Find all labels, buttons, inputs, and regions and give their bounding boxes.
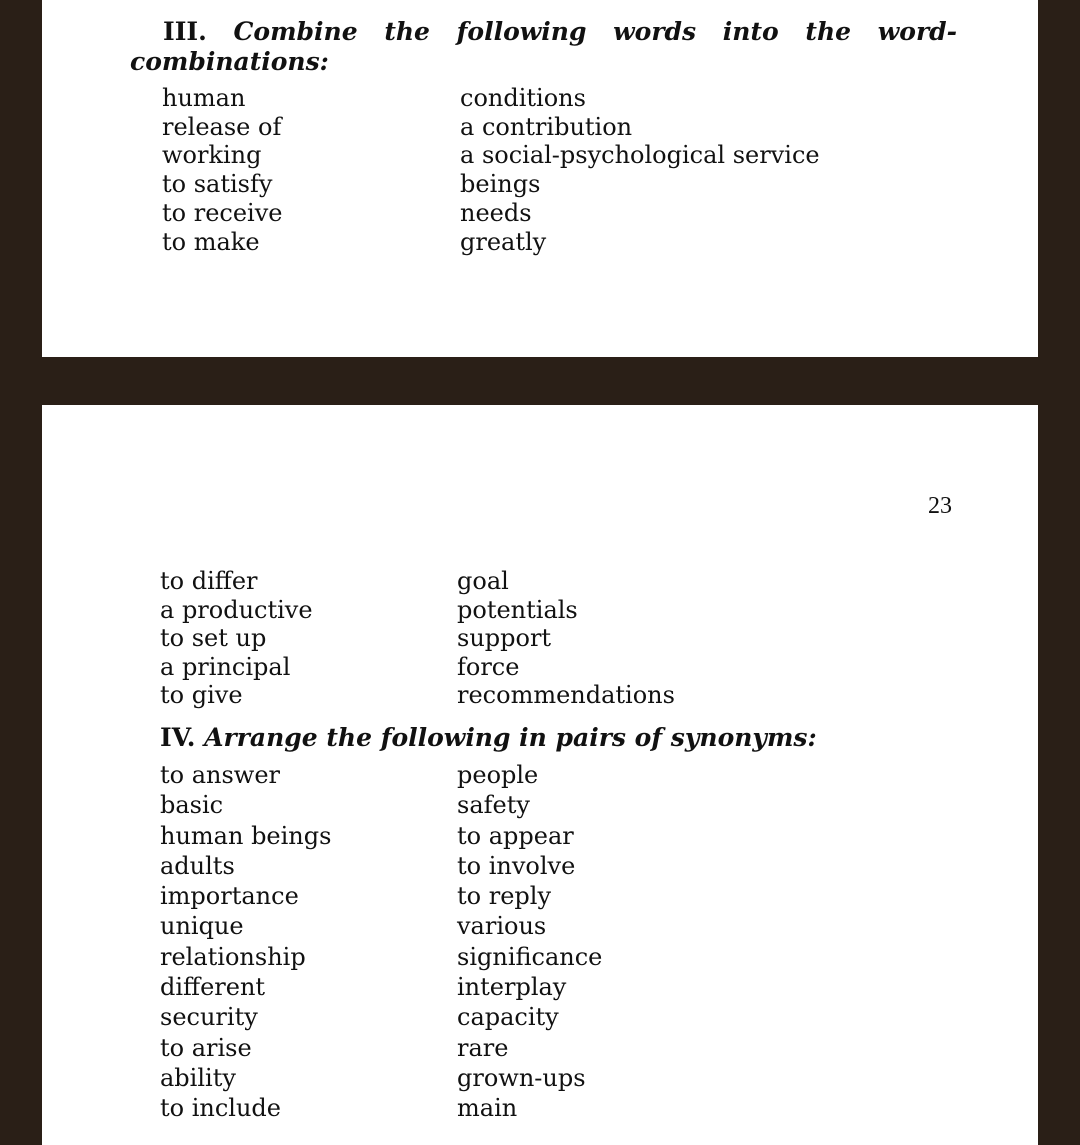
- continuation-right-column: [457, 567, 675, 710]
- word-item: different: [160, 973, 266, 1002]
- word-item: needs: [460, 198, 532, 227]
- exercise-4-number: IV.: [160, 723, 196, 752]
- word-item: to involve: [457, 851, 576, 880]
- word-item: various: [457, 912, 547, 941]
- exercise-3-left-column: [162, 84, 282, 256]
- word-item: human beings: [160, 821, 332, 850]
- exercise-3-number: III.: [163, 17, 207, 46]
- word-item: support: [457, 624, 552, 653]
- page-number: 23: [928, 493, 952, 519]
- exercise-3-title-line1: Combine the following words into the word-: [233, 17, 957, 46]
- word-item: importance: [160, 882, 299, 911]
- word-item: grown-ups: [457, 1063, 586, 1092]
- word-item: capacity: [457, 1003, 559, 1032]
- word-item: human: [162, 84, 246, 112]
- exercise-4-right-column: [457, 760, 602, 1124]
- word-item: a principal: [160, 652, 291, 681]
- word-item: security: [160, 1003, 258, 1032]
- word-item: working: [162, 141, 262, 170]
- word-item: potentials: [457, 595, 578, 624]
- word-item: to make: [162, 227, 260, 256]
- word-item: to differ: [160, 567, 258, 595]
- word-item: to answer: [160, 761, 281, 789]
- word-item: adults: [160, 851, 235, 880]
- page-bottom: [42, 405, 1038, 1145]
- exercise-3-heading: [130, 17, 957, 77]
- word-item: a contribution: [460, 112, 633, 141]
- word-item: to include: [160, 1094, 281, 1123]
- exercise-4-left-column: [160, 760, 331, 1124]
- word-item: safety: [457, 791, 530, 820]
- continuation-left-column: [160, 567, 313, 710]
- word-item: to arise: [160, 1033, 252, 1062]
- word-item: to appear: [457, 821, 574, 850]
- word-item: to reply: [457, 882, 551, 911]
- exercise-4-heading: [160, 723, 817, 753]
- word-item: force: [457, 652, 520, 681]
- word-item: to satisfy: [162, 170, 273, 199]
- word-item: goal: [457, 567, 509, 595]
- word-item: greatly: [460, 227, 547, 256]
- word-item: to give: [160, 681, 243, 710]
- exercise-3-heading-line1: [163, 17, 957, 47]
- word-item: unique: [160, 912, 244, 941]
- word-item: a social-psychological service: [460, 141, 820, 170]
- word-item: ability: [160, 1063, 236, 1092]
- page-top: [42, 0, 1038, 357]
- word-item: a productive: [160, 595, 313, 624]
- word-item: people: [457, 761, 539, 789]
- word-item: beings: [460, 170, 541, 199]
- word-item: to set up: [160, 624, 267, 653]
- word-item: relationship: [160, 942, 306, 971]
- word-item: main: [457, 1094, 518, 1123]
- word-item: basic: [160, 791, 224, 820]
- word-item: release of: [162, 112, 282, 141]
- word-item: recommendations: [457, 681, 675, 710]
- word-item: conditions: [460, 84, 586, 112]
- word-item: interplay: [457, 973, 567, 1002]
- word-item: significance: [457, 942, 603, 971]
- exercise-3-title-line2: combinations:: [130, 47, 329, 76]
- word-item: to receive: [162, 198, 283, 227]
- exercise-3-right-column: [460, 84, 820, 256]
- exercise-4-title: Arrange the following in pairs of synonyms:: [204, 723, 817, 752]
- word-item: rare: [457, 1033, 509, 1062]
